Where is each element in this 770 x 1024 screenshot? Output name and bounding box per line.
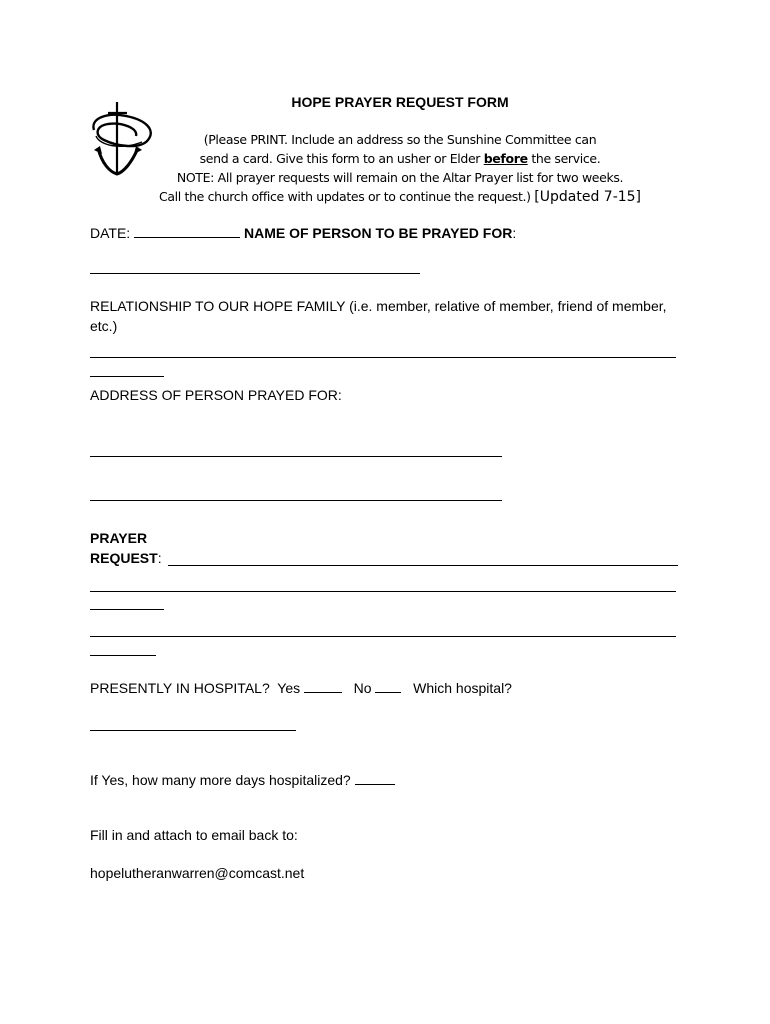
instructions-line-1: (Please PRINT. Include an address so the Sunshine Committee can	[203, 132, 597, 147]
name-label: NAME OF PERSON TO BE PRAYED FOR	[243, 225, 513, 241]
date-row: DATE: NAME OF PERSON TO BE PRAYED FOR:	[90, 225, 517, 241]
address-field-line-2[interactable]	[90, 500, 502, 501]
which-hospital-field[interactable]	[90, 730, 296, 731]
days-row	[90, 770, 395, 788]
hospital-yes-field[interactable]	[304, 678, 342, 693]
days-label: If Yes, how many more days hospitalized?	[90, 772, 351, 788]
date-label: DATE:	[90, 225, 131, 241]
days-field[interactable]	[355, 770, 395, 785]
relationship-label: RELATIONSHIP TO OUR HOPE FAMILY (i.e. member, relative of member, friend of member, etc.)	[90, 298, 667, 334]
address-label: ADDRESS OF PERSON PRAYED FOR:	[90, 387, 342, 403]
prayer-field-line-1[interactable]	[168, 565, 678, 566]
hospital-row	[90, 678, 512, 696]
prayer-label-line-2: REQUEST	[90, 550, 158, 566]
prayer-field-line-5[interactable]	[90, 655, 156, 656]
yes-label: Yes	[277, 680, 301, 696]
relationship-field-line-2[interactable]	[90, 376, 164, 377]
address-field-line-1[interactable]	[90, 456, 502, 457]
prayer-field-line-4[interactable]	[90, 636, 676, 637]
hospital-no-field[interactable]	[375, 678, 401, 693]
form-instructions	[120, 130, 680, 207]
updated-note: [Updated 7-15]	[534, 189, 642, 205]
date-field[interactable]	[134, 223, 240, 238]
which-hospital-label: Which hospital?	[413, 680, 512, 696]
prayer-field-line-2[interactable]	[90, 591, 676, 592]
form-title: HOPE PRAYER REQUEST FORM	[291, 94, 509, 110]
name-field[interactable]	[90, 273, 420, 274]
instructions-line-2: send a card. Give this form to an usher or Elder before the service.	[199, 151, 601, 166]
instructions-line-4: Call the church office with updates or to continue the request.) [Updated 7-15]	[158, 189, 642, 205]
hospital-label: PRESENTLY IN HOSPITAL?	[90, 680, 270, 696]
relationship-field-line-1[interactable]	[90, 357, 676, 358]
prayer-label-row: REQUEST:	[90, 550, 162, 566]
no-label: No	[353, 680, 372, 696]
instructions-line-3: NOTE: All prayer requests will remain on the Altar Prayer list for two weeks.	[176, 170, 624, 185]
attach-instruction: Fill in and attach to email back to:	[90, 827, 298, 843]
before-emphasis: before	[483, 151, 528, 166]
prayer-field-line-3[interactable]	[90, 609, 164, 610]
contact-email: hopelutheranwarren@comcast.net	[90, 865, 305, 881]
prayer-label-line-1: PRAYER	[90, 530, 148, 546]
